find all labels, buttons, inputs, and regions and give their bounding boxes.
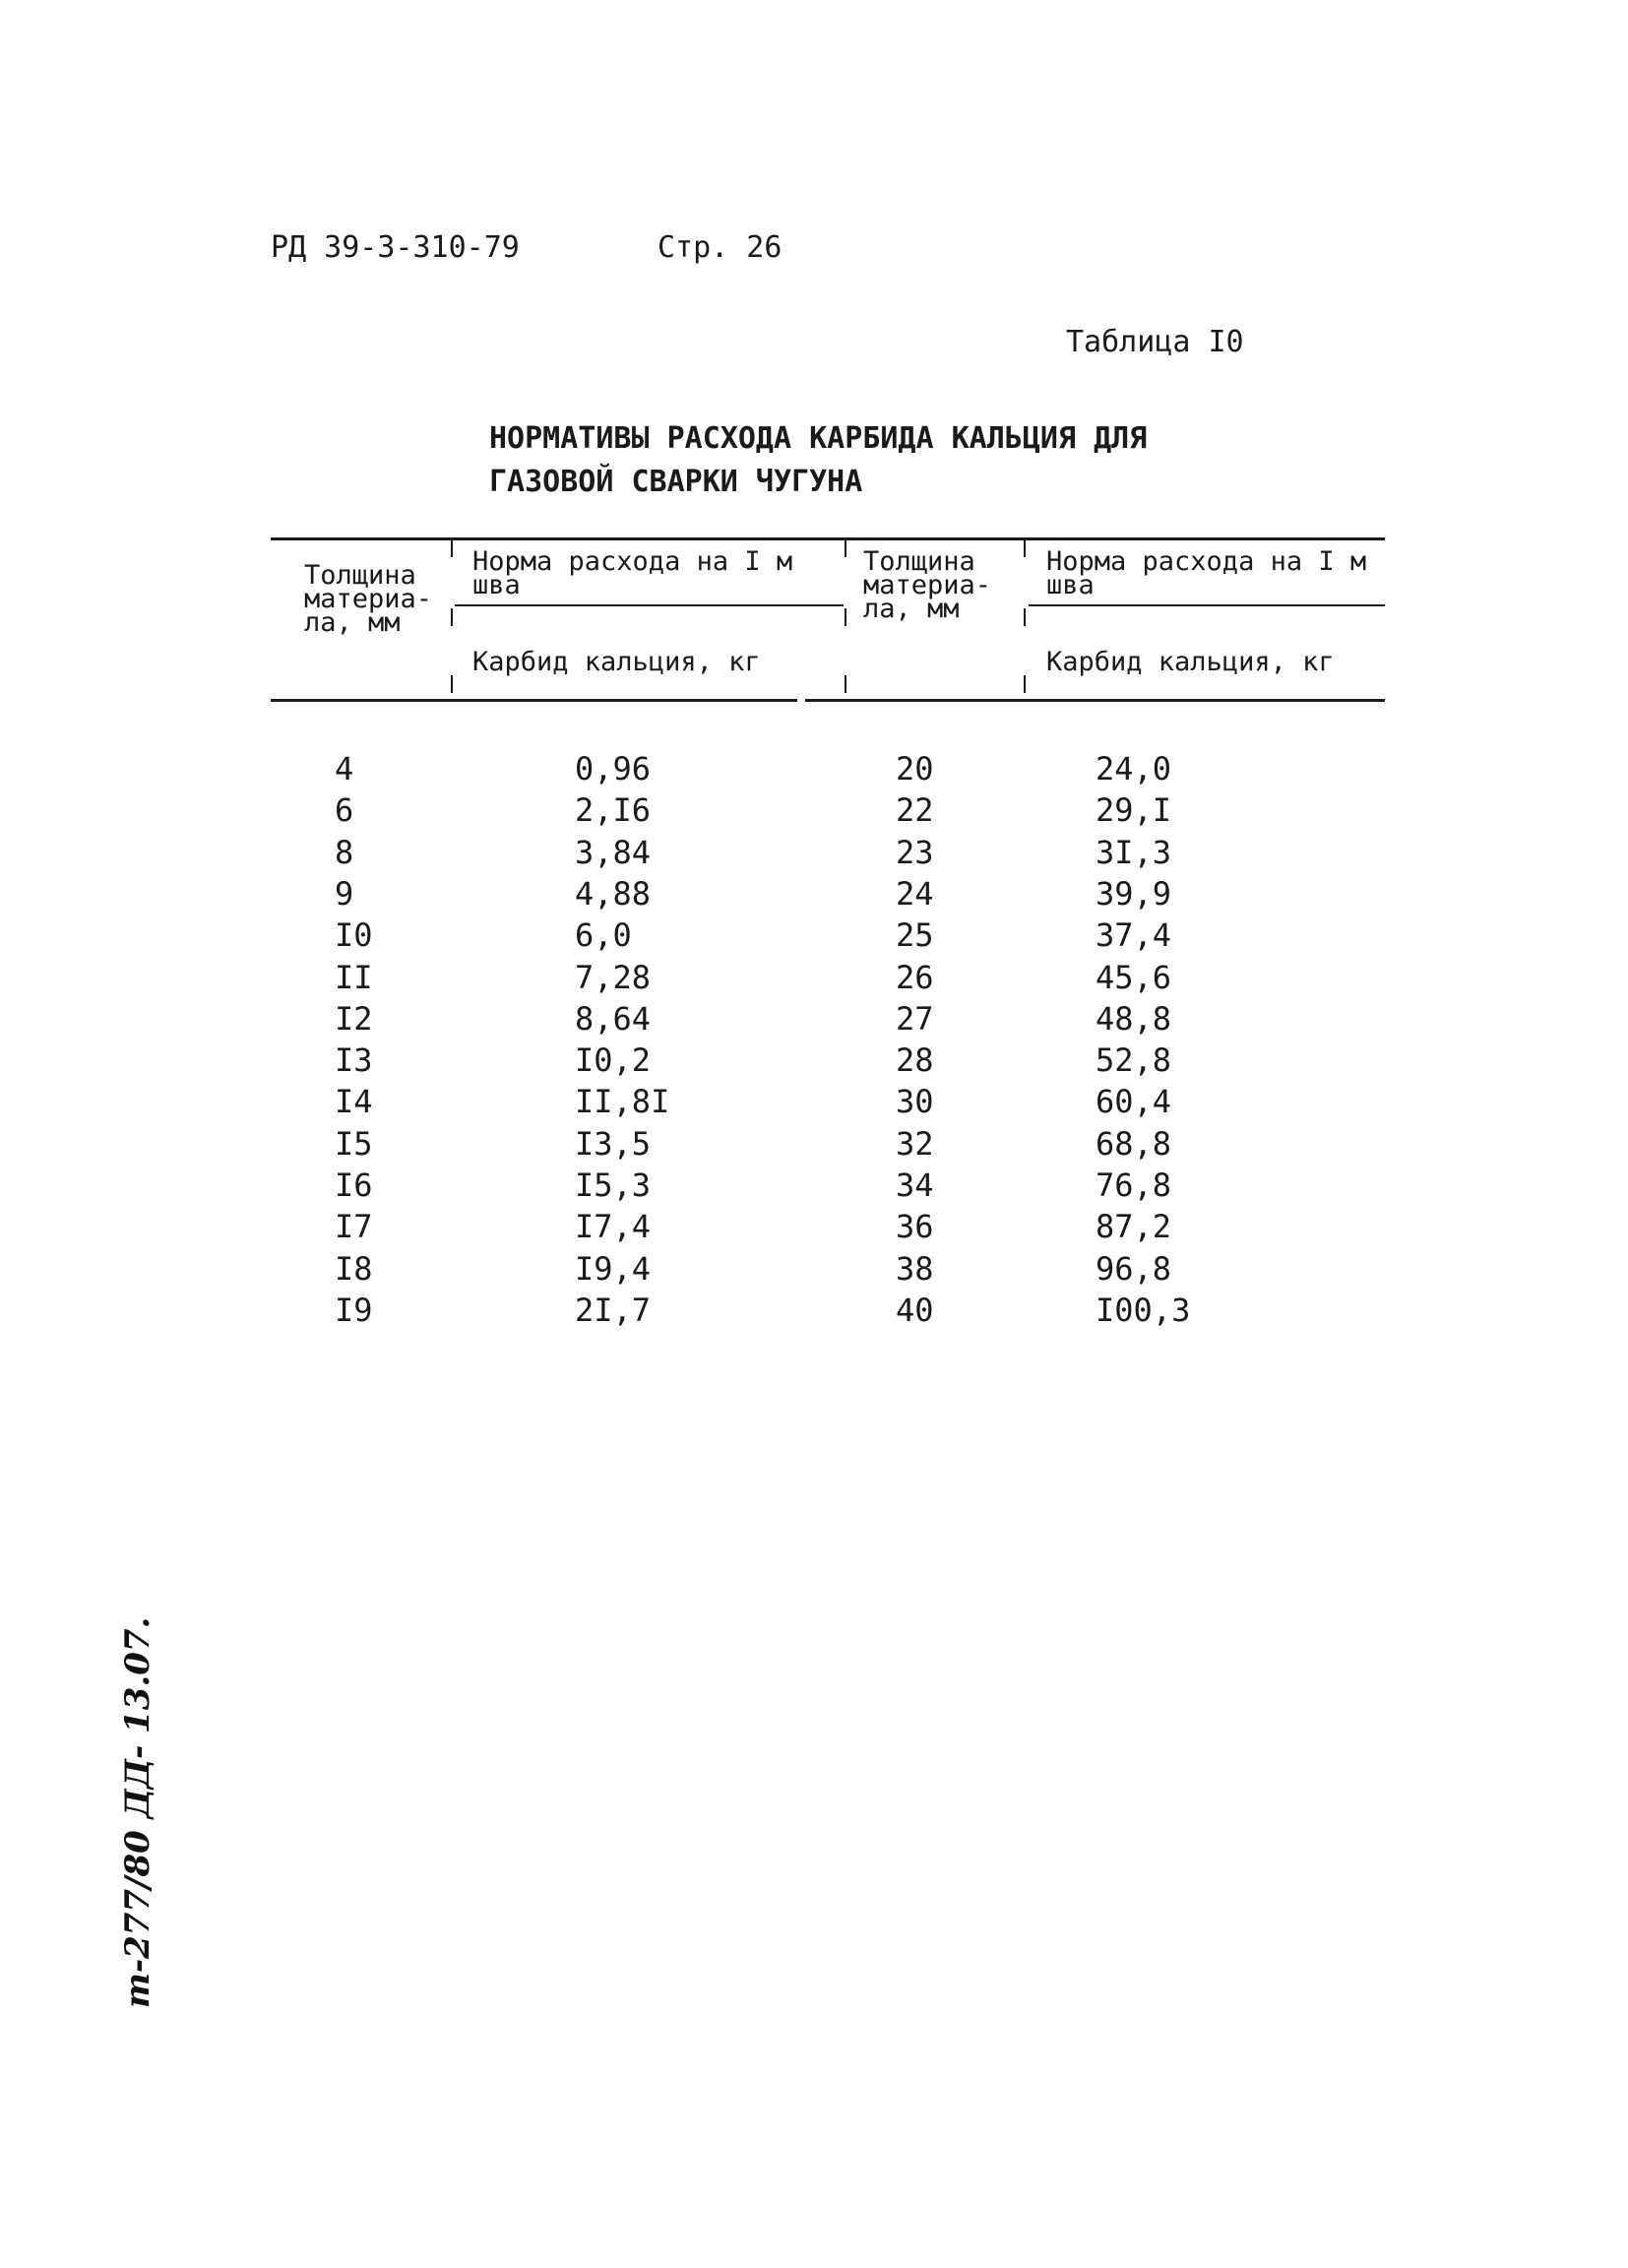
table-cell-t1: I2: [335, 999, 373, 1038]
table-header-bottom-rule-left: [271, 699, 797, 702]
table-cell-t2: 30: [896, 1083, 934, 1121]
table-cell-t2: 26: [896, 958, 934, 996]
col-thickness2-line2: материа-: [863, 570, 992, 600]
table-cell-c1: 2,I6: [575, 791, 652, 830]
table-cell-c1: I3,5: [575, 1124, 652, 1163]
table-cell-c2: 52,8: [1096, 1041, 1172, 1080]
col-carbide-left: Карбид кальция, кг: [472, 647, 761, 677]
separator-tick: [845, 539, 846, 557]
table-cell-c1: I7,4: [575, 1208, 652, 1246]
document-code: РД 39-3-310-79: [271, 230, 520, 265]
col-norm2-line2: шва: [1046, 570, 1095, 600]
table-cell-t2: 32: [896, 1124, 934, 1163]
col-carbide-right: Карбид кальция, кг: [1046, 647, 1335, 677]
separator-tick: [1024, 608, 1026, 626]
col-norm-line1: Норма расхода на I м: [472, 546, 793, 577]
table-cell-t1: I0: [335, 916, 373, 955]
table-cell-c1: 7,28: [575, 958, 652, 996]
table-cell-c1: I9,4: [575, 1249, 652, 1288]
col-thickness2-line3: ла, мм: [863, 594, 960, 624]
table-cell-t2: 28: [896, 1041, 934, 1080]
table-cell-t2: 38: [896, 1249, 934, 1288]
table-cell-c2: 60,4: [1096, 1083, 1172, 1121]
table-cell-c2: 45,6: [1096, 958, 1172, 996]
separator-tick: [451, 539, 453, 557]
table-cell-c1: 4,88: [575, 874, 652, 913]
table-cell-t2: 34: [896, 1166, 934, 1204]
handwritten-note: т-277/80 ДД- 13.07.: [118, 1616, 157, 2008]
page-number: Стр. 26: [657, 230, 783, 265]
table-cell-c2: 24,0: [1096, 750, 1172, 788]
col-thickness-line3: ла, мм: [304, 607, 401, 638]
table-cell-c2: 87,2: [1096, 1208, 1172, 1246]
table-cell-t2: 36: [896, 1208, 934, 1246]
table-cell-c1: 0,96: [575, 750, 652, 788]
table-cell-t2: 24: [896, 874, 934, 913]
table-cell-t1: 6: [335, 791, 354, 830]
table-cell-t2: 40: [896, 1291, 934, 1329]
table-cell-c2: 39,9: [1096, 874, 1172, 913]
separator-tick: [451, 608, 453, 626]
table-cell-c1: 2I,7: [575, 1291, 652, 1329]
col-thickness-line2: материа-: [304, 584, 433, 614]
table-cell-c1: II,8I: [575, 1083, 670, 1121]
table-cell-c1: 3,84: [575, 833, 652, 871]
table-cell-c2: 48,8: [1096, 999, 1172, 1038]
table-cell-t1: I4: [335, 1083, 373, 1121]
table-cell-t1: I8: [335, 1249, 373, 1288]
table-cell-t1: II: [335, 958, 373, 996]
table-cell-t2: 23: [896, 833, 934, 871]
table-cell-t1: I3: [335, 1041, 373, 1080]
table-cell-t1: I7: [335, 1208, 373, 1246]
table-cell-c2: I00,3: [1096, 1291, 1191, 1329]
table-cell-c2: 68,8: [1096, 1124, 1172, 1163]
table-cell-c2: 37,4: [1096, 916, 1172, 955]
table-cell-c1: I0,2: [575, 1041, 652, 1080]
table-title-line2: ГАЗОВОЙ СВАРКИ ЧУГУНА: [489, 465, 863, 499]
table-cell-t1: 4: [335, 750, 354, 788]
table-cell-c1: I5,3: [575, 1166, 652, 1204]
table-cell-t2: 25: [896, 916, 934, 955]
subheader-rule-right: [1029, 604, 1385, 606]
table-label: Таблица I0: [1066, 325, 1244, 359]
table-cell-t2: 20: [896, 750, 934, 788]
table-cell-c1: 8,64: [575, 999, 652, 1038]
col-thickness2-line1: Толщина: [863, 546, 975, 577]
col-norm-line2: шва: [472, 570, 521, 600]
table-cell-t2: 27: [896, 999, 934, 1038]
separator-tick: [1024, 675, 1026, 693]
separator-tick: [845, 608, 846, 626]
table-cell-c1: 6,0: [575, 916, 632, 955]
separator-tick: [1024, 539, 1026, 557]
table-cell-t1: I9: [335, 1291, 373, 1329]
separator-tick: [451, 675, 453, 693]
table-top-rule: [271, 537, 1385, 540]
table-cell-t1: I5: [335, 1124, 373, 1163]
table-cell-t1: 9: [335, 874, 354, 913]
table-title-line1: НОРМАТИВЫ РАСХОДА КАРБИДА КАЛЬЦИЯ ДЛЯ: [489, 421, 1148, 456]
table-cell-t1: 8: [335, 833, 354, 871]
col-norm2-line1: Норма расхода на I м: [1046, 546, 1367, 577]
col-thickness-line1: Толщина: [304, 560, 416, 591]
subheader-rule-left: [455, 604, 844, 606]
table-header-bottom-rule-right: [805, 699, 1385, 702]
separator-tick: [845, 675, 846, 693]
table-cell-c2: 3I,3: [1096, 833, 1172, 871]
table-cell-t2: 22: [896, 791, 934, 830]
table-cell-c2: 76,8: [1096, 1166, 1172, 1204]
table-cell-c2: 29,I: [1096, 791, 1172, 830]
table-cell-c2: 96,8: [1096, 1249, 1172, 1288]
table-cell-t1: I6: [335, 1166, 373, 1204]
